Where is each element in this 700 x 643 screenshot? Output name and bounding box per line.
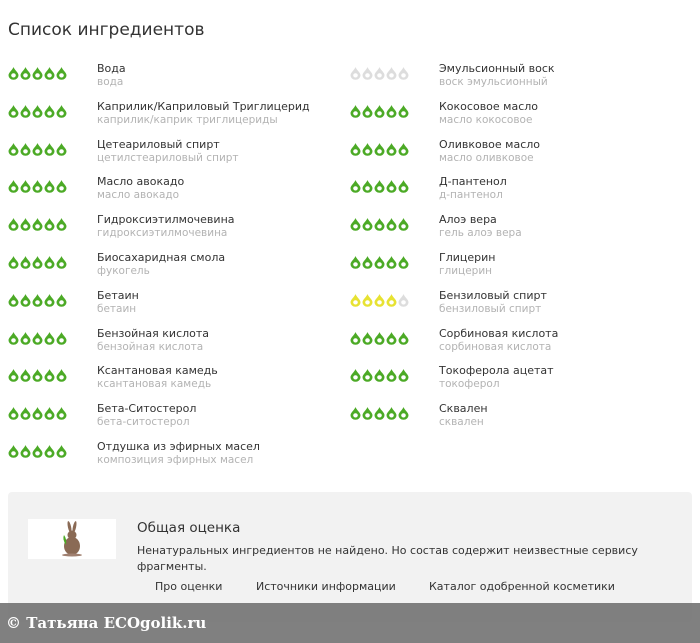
ingredient-alt-name: бензиловый спирт [439, 302, 542, 315]
rating-drops-icon [350, 179, 410, 193]
drop-highlight [377, 413, 382, 417]
ingredients-column-left [8, 61, 338, 477]
drop-highlight [401, 149, 406, 153]
drop-highlight [401, 111, 406, 115]
drop-highlight [59, 338, 64, 342]
ingredient-alt-name: глицерин [439, 264, 493, 277]
drop-highlight [353, 149, 358, 153]
ingredient-item[interactable] [350, 363, 695, 401]
drop-highlight [23, 187, 28, 191]
ingredient-name: Гидроксиэтилмочевина [97, 213, 235, 227]
ingredient-alt-name: каприлик/каприк триглицериды [97, 113, 278, 126]
page-title: Список ингредиентов [8, 20, 205, 40]
drop-highlight [377, 338, 382, 342]
drop-highlight [353, 413, 358, 417]
drop-highlight [365, 149, 370, 153]
drop-highlight [365, 338, 370, 342]
drop-highlight [11, 187, 16, 191]
drop-highlight [23, 262, 28, 266]
drop-highlight [23, 451, 28, 455]
ingredient-alt-name: композиция эфирных масел [97, 453, 254, 466]
ingredient-item[interactable] [8, 250, 338, 288]
drop-highlight [401, 187, 406, 191]
drop-highlight [23, 300, 28, 304]
drop-highlight [23, 338, 28, 342]
drop-highlight [59, 111, 64, 115]
drop-highlight [11, 224, 16, 228]
drop-highlight [47, 73, 52, 77]
drop-highlight [389, 224, 394, 228]
drop-highlight [401, 300, 406, 304]
rating-drops-icon [350, 255, 410, 269]
ingredient-alt-name: вода [97, 76, 124, 88]
ingredient-item[interactable] [350, 326, 695, 364]
drop-highlight [389, 262, 394, 266]
ingredient-item[interactable] [8, 61, 338, 99]
drop-highlight [35, 376, 40, 380]
drop-highlight [389, 413, 394, 417]
drop-highlight [401, 262, 406, 266]
watermark-credit: © Татьяна ECOgolik.ru [6, 614, 207, 632]
drop-highlight [23, 73, 28, 77]
ingredients-column-right [350, 61, 695, 439]
drop-highlight [365, 376, 370, 380]
rating-drops-icon [8, 255, 68, 269]
drop-highlight [47, 224, 52, 228]
drop-highlight [353, 187, 358, 191]
drop-highlight [47, 376, 52, 380]
ingredient-alt-name: бетаин [97, 302, 137, 315]
rating-drops-icon [350, 66, 410, 80]
drop-highlight [389, 73, 394, 77]
drop-highlight [11, 376, 16, 380]
drop-highlight [11, 300, 16, 304]
ingredient-item[interactable] [350, 61, 695, 99]
ingredient-alt-name: гидроксиэтилмочевина [97, 227, 228, 240]
drop-highlight [47, 149, 52, 153]
drop-highlight [47, 111, 52, 115]
drop-highlight [59, 451, 64, 455]
ingredient-item[interactable] [8, 174, 338, 212]
info-sources-link[interactable]: Источники информации [256, 580, 396, 593]
drop-highlight [377, 187, 382, 191]
drop-highlight [365, 187, 370, 191]
drop-highlight [365, 300, 370, 304]
drop-highlight [401, 413, 406, 417]
ingredient-name: Сквален [439, 402, 488, 416]
rating-drops-icon [8, 368, 68, 382]
ingredient-item[interactable] [350, 174, 695, 212]
ingredient-alt-name: сорбиновая кислота [439, 340, 552, 353]
ingredient-name: Эмульсионный воск [439, 62, 555, 75]
ingredient-item[interactable] [350, 137, 695, 175]
ingredient-name: Алоэ вера [439, 213, 497, 227]
drop-highlight [353, 376, 358, 380]
ingredient-alt-name: бензойная кислота [97, 340, 204, 353]
drop-highlight [353, 224, 358, 228]
rating-drops-icon [8, 217, 68, 231]
ingredient-name: Оливковое масло [439, 137, 541, 151]
ingredient-name: Масло авокадо [97, 175, 185, 189]
drop-highlight [11, 149, 16, 153]
rating-drops-icon [350, 293, 410, 307]
ingredient-name: Глицерин [439, 250, 496, 264]
ingredient-item[interactable] [8, 212, 338, 250]
drop-highlight [377, 111, 382, 115]
drop-highlight [35, 413, 40, 417]
drop-highlight [353, 111, 358, 115]
drop-highlight [47, 300, 52, 304]
rating-drops-icon [350, 142, 410, 156]
drop-highlight [377, 73, 382, 77]
drop-highlight [23, 149, 28, 153]
ingredient-item[interactable] [8, 137, 338, 175]
ingredient-name: Бета-Ситостерол [97, 402, 197, 416]
drop-highlight [59, 224, 64, 228]
drop-highlight [35, 149, 40, 153]
drop-highlight [59, 262, 64, 266]
drop-highlight [59, 149, 64, 153]
drop-highlight [365, 224, 370, 228]
drop-highlight [47, 187, 52, 191]
drop-highlight [35, 262, 40, 266]
drop-highlight [59, 187, 64, 191]
ingredient-alt-name: ксантановая камедь [97, 378, 212, 391]
drop-highlight [353, 262, 358, 266]
rating-drops-icon [8, 104, 68, 118]
rating-drops-icon [8, 142, 68, 156]
drop-highlight [11, 111, 16, 115]
drop-highlight [389, 187, 394, 191]
ingredient-item[interactable] [8, 401, 338, 439]
ingredient-alt-name: масло авокадо [97, 189, 180, 202]
drop-highlight [377, 149, 382, 153]
drop-highlight [11, 262, 16, 266]
ingredient-name: Сорбиновая кислота [439, 326, 559, 340]
ingredient-name: Вода [97, 62, 126, 75]
drop-highlight [401, 376, 406, 380]
drop-highlight [389, 111, 394, 115]
ingredient-name: Кокосовое масло [439, 99, 539, 113]
rating-drops-icon [8, 331, 68, 345]
ingredient-alt-name: масло кокосовое [439, 113, 533, 126]
rating-drops-icon [350, 331, 410, 345]
drop-highlight [35, 73, 40, 77]
ingredient-item[interactable] [8, 439, 338, 477]
ingredient-alt-name: бета-ситостерол [97, 416, 190, 429]
ingredient-alt-name: цетилстеариловый спирт [97, 151, 239, 164]
drop-highlight [11, 413, 16, 417]
drop-highlight [35, 338, 40, 342]
drop-highlight [377, 300, 382, 304]
rating-drops-icon [350, 217, 410, 231]
ingredient-alt-name: гель алоэ вера [439, 227, 522, 240]
ingredient-name: Бензойная кислота [97, 326, 210, 340]
rating-drops-icon [8, 406, 68, 420]
drop-highlight [401, 73, 406, 77]
drop-highlight [59, 376, 64, 380]
ingredient-name: Отдушка из эфирных масел [97, 439, 260, 453]
ingredient-name: Биосахаридная смола [97, 250, 226, 264]
ingredient-name: Бензиловый спирт [439, 288, 547, 302]
ingredient-name: Каприлик/Каприловый Триглицерид [97, 99, 310, 113]
drop-highlight [35, 187, 40, 191]
drop-highlight [35, 111, 40, 115]
ingredient-name: Бетаин [97, 288, 139, 302]
ingredient-item[interactable] [8, 99, 338, 137]
drop-highlight [401, 224, 406, 228]
drop-highlight [377, 224, 382, 228]
drop-highlight [389, 149, 394, 153]
drop-highlight [11, 451, 16, 455]
drop-highlight [47, 451, 52, 455]
drop-highlight [389, 338, 394, 342]
drop-highlight [35, 451, 40, 455]
drop-highlight [47, 338, 52, 342]
rating-drops-icon [8, 66, 68, 80]
ingredient-item[interactable] [8, 288, 338, 326]
rabbit-icon [28, 519, 116, 559]
drop-highlight [353, 338, 358, 342]
overall-rating-text: Ненатуральных ингредиентов не найдено. Но состав содержит неизвестные сервису фрагменты. [137, 544, 638, 573]
drop-highlight [377, 262, 382, 266]
drop-highlight [23, 376, 28, 380]
ingredient-item[interactable] [350, 288, 695, 326]
drop-highlight [389, 376, 394, 380]
rating-drops-icon [350, 406, 410, 420]
drop-highlight [365, 262, 370, 266]
drop-highlight [353, 73, 358, 77]
rating-drops-icon [8, 179, 68, 193]
drop-highlight [353, 300, 358, 304]
drop-highlight [365, 111, 370, 115]
drop-highlight [23, 224, 28, 228]
ingredient-name: Ксантановая камедь [97, 364, 218, 378]
ingredient-name: Цетеариловый спирт [97, 137, 220, 151]
ingredient-item[interactable] [350, 401, 695, 439]
ingredient-name: Д-пантенол [439, 175, 507, 189]
ingredient-alt-name: фукогель [97, 264, 150, 277]
drop-highlight [11, 73, 16, 77]
drop-highlight [59, 73, 64, 77]
drop-highlight [401, 338, 406, 342]
ingredient-item[interactable] [350, 250, 695, 288]
drop-highlight [47, 413, 52, 417]
ingredient-item[interactable] [8, 363, 338, 401]
drop-highlight [23, 413, 28, 417]
ingredient-item[interactable] [350, 99, 695, 137]
ingredient-alt-name: масло оливковое [439, 151, 534, 164]
ingredient-item[interactable] [350, 212, 695, 250]
approved-cosmetics-catalog-link[interactable]: Каталог одобренной косметики [429, 580, 615, 593]
rating-drops-icon [8, 293, 68, 307]
ingredient-item[interactable] [8, 326, 338, 364]
drop-highlight [47, 262, 52, 266]
drop-highlight [389, 300, 394, 304]
ingredient-alt-name: сквален [439, 416, 484, 429]
ingredient-name: Токоферола ацетат [439, 364, 554, 378]
rating-drops-icon [350, 104, 410, 118]
overall-rating-title: Общая оценка [137, 520, 241, 536]
about-ratings-link[interactable]: Про оценки [155, 580, 223, 593]
rating-drops-icon [8, 444, 68, 458]
drop-highlight [365, 73, 370, 77]
ingredient-alt-name: токоферол [439, 378, 500, 391]
drop-highlight [23, 111, 28, 115]
drop-highlight [59, 413, 64, 417]
rating-drops-icon [350, 368, 410, 382]
drop-highlight [377, 376, 382, 380]
drop-highlight [11, 338, 16, 342]
drop-highlight [59, 300, 64, 304]
drop-highlight [35, 300, 40, 304]
drop-highlight [365, 413, 370, 417]
ingredient-alt-name: воск эмульсионный [439, 76, 548, 88]
rabbit-logo [28, 519, 116, 559]
drop-highlight [35, 224, 40, 228]
ingredient-alt-name: д-пантенол [439, 189, 503, 202]
